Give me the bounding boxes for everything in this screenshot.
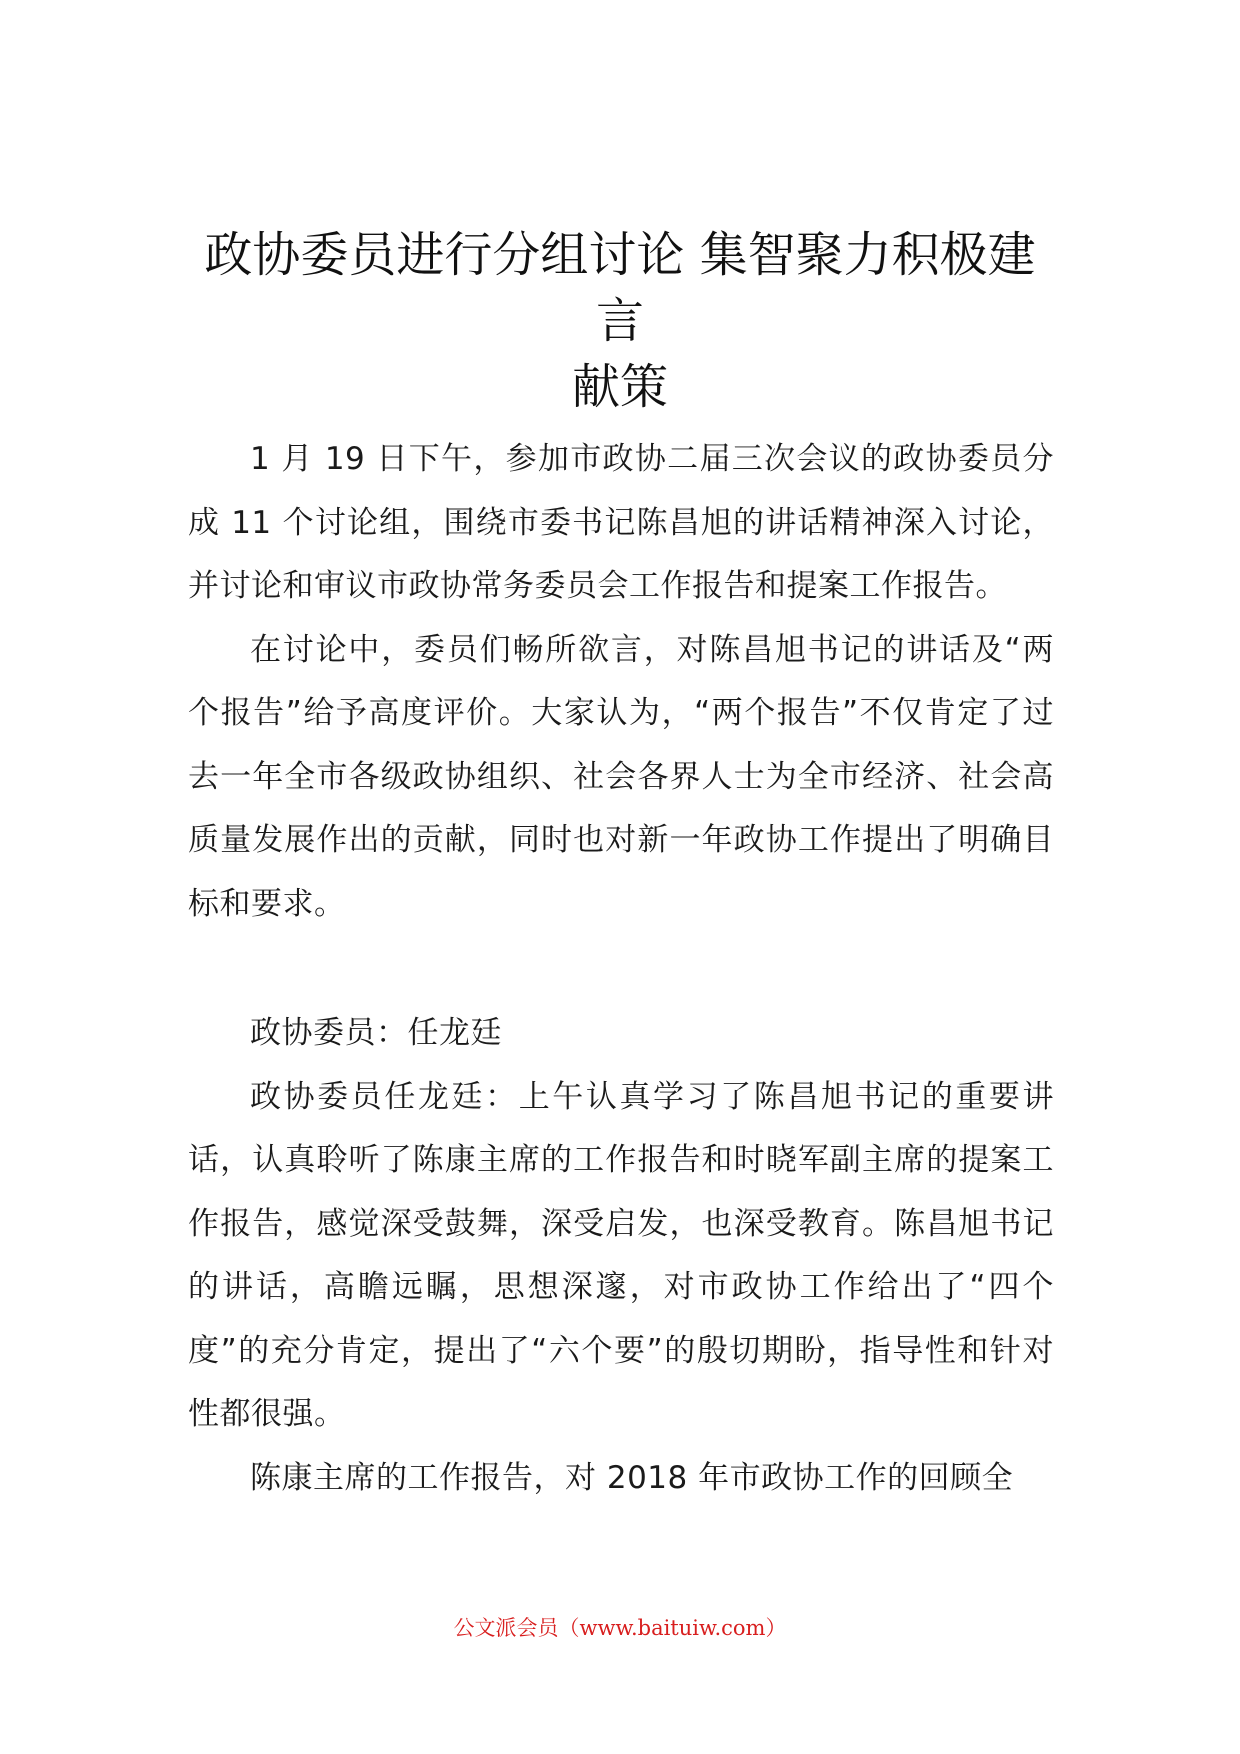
title-line-2: 献策 [571,359,668,415]
document-body [188,428,1054,1510]
footer-watermark: 公文派会员（www.baituiw.com） [453,1616,787,1640]
document-title [185,222,1055,420]
paragraph-member-statement: 政协委员任龙廷：上午认真学习了陈昌旭书记的重要讲话，认真聆听了陈康主席的工作报告和时晓军副主席的提案工作报告，感觉深受鼓舞，深受启发，也深受教育。陈昌旭书记的讲话，高瞻远瞩，思想深邃，对市政协工作给出了“四个度”的充分肯定，提出了“六个要”的殷切期盼，指导性和针对性都很强。 [188,1078,1054,1432]
member-heading: 政协委员：任龙廷 [250,1015,502,1051]
paragraph-intro: 1 月 19 日下午，参加市政协二届三次会议的政协委员分成 11 个讨论组，围绕市委书记陈昌旭的讲话精神深入讨论，并讨论和审议市政协常务委员会工作报告和提案工作报告。 [188,441,1054,604]
paragraph-report-review: 陈康主席的工作报告，对 2018 年市政协工作的回顾全 [250,1459,1014,1496]
paragraph-discussion: 在讨论中，委员们畅所欲言，对陈昌旭书记的讲话及“两个报告”给予高度评价。大家认为，“两个报告”不仅肯定了过去一年全市各级政协组织、社会各界人士为全市经济、社会高质量发展作出的贡献，同时也对新一年政协工作提出了明确目标和要求。 [188,631,1054,922]
title-line-1: 政协委员进行分组讨论 集智聚力积极建言 [204,227,1036,349]
